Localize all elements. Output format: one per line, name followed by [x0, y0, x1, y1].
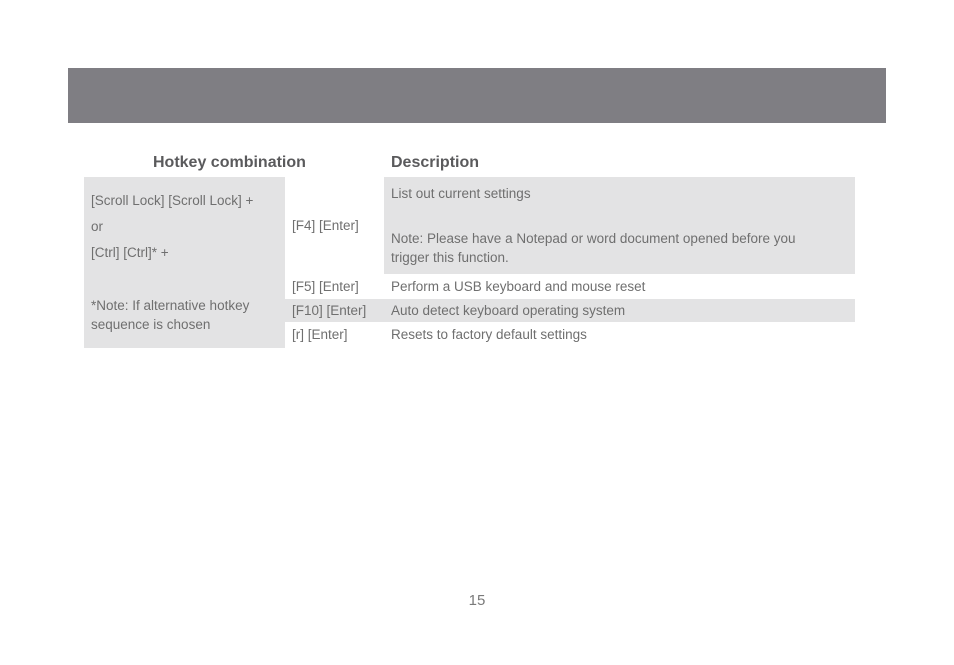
table-row-key-r: [r] [Enter] — [292, 327, 348, 342]
hotkey-prefix-cell — [84, 177, 285, 348]
hotkey-prefix-or: or — [91, 219, 104, 234]
table-row-desc-f10: Auto detect keyboard operating system — [384, 299, 855, 322]
column-header-hotkey: Hotkey combination — [153, 154, 306, 171]
table-row-desc-f4 — [384, 177, 855, 274]
desc-f4-line2: Note: Please have a Notepad or word document opened before you — [391, 231, 796, 246]
table-row-desc-r: Resets to factory default settings — [391, 327, 587, 342]
hotkey-note-line2: sequence is chosen — [91, 317, 211, 332]
hotkey-note-line1: *Note: If alternative hotkey — [91, 298, 250, 313]
hotkey-prefix-scroll-lock: [Scroll Lock] [Scroll Lock] + — [91, 193, 254, 208]
table-row-key-f10: [F10] [Enter] — [285, 299, 384, 322]
table-row-key-f4 — [285, 177, 384, 274]
desc-f4-line1: List out current settings — [391, 186, 531, 201]
header-bar — [68, 68, 886, 123]
desc-f4-line3: trigger this function. — [391, 250, 509, 265]
page-number: 15 — [468, 592, 486, 609]
column-header-description: Description — [391, 154, 480, 171]
table-row-key-f5: [F5] [Enter] — [292, 279, 359, 294]
key-f4-label: [F4] [Enter] — [292, 218, 359, 233]
hotkey-prefix-ctrl: [Ctrl] [Ctrl]* + — [91, 245, 169, 260]
table-row-desc-f5: Perform a USB keyboard and mouse reset — [391, 279, 646, 294]
